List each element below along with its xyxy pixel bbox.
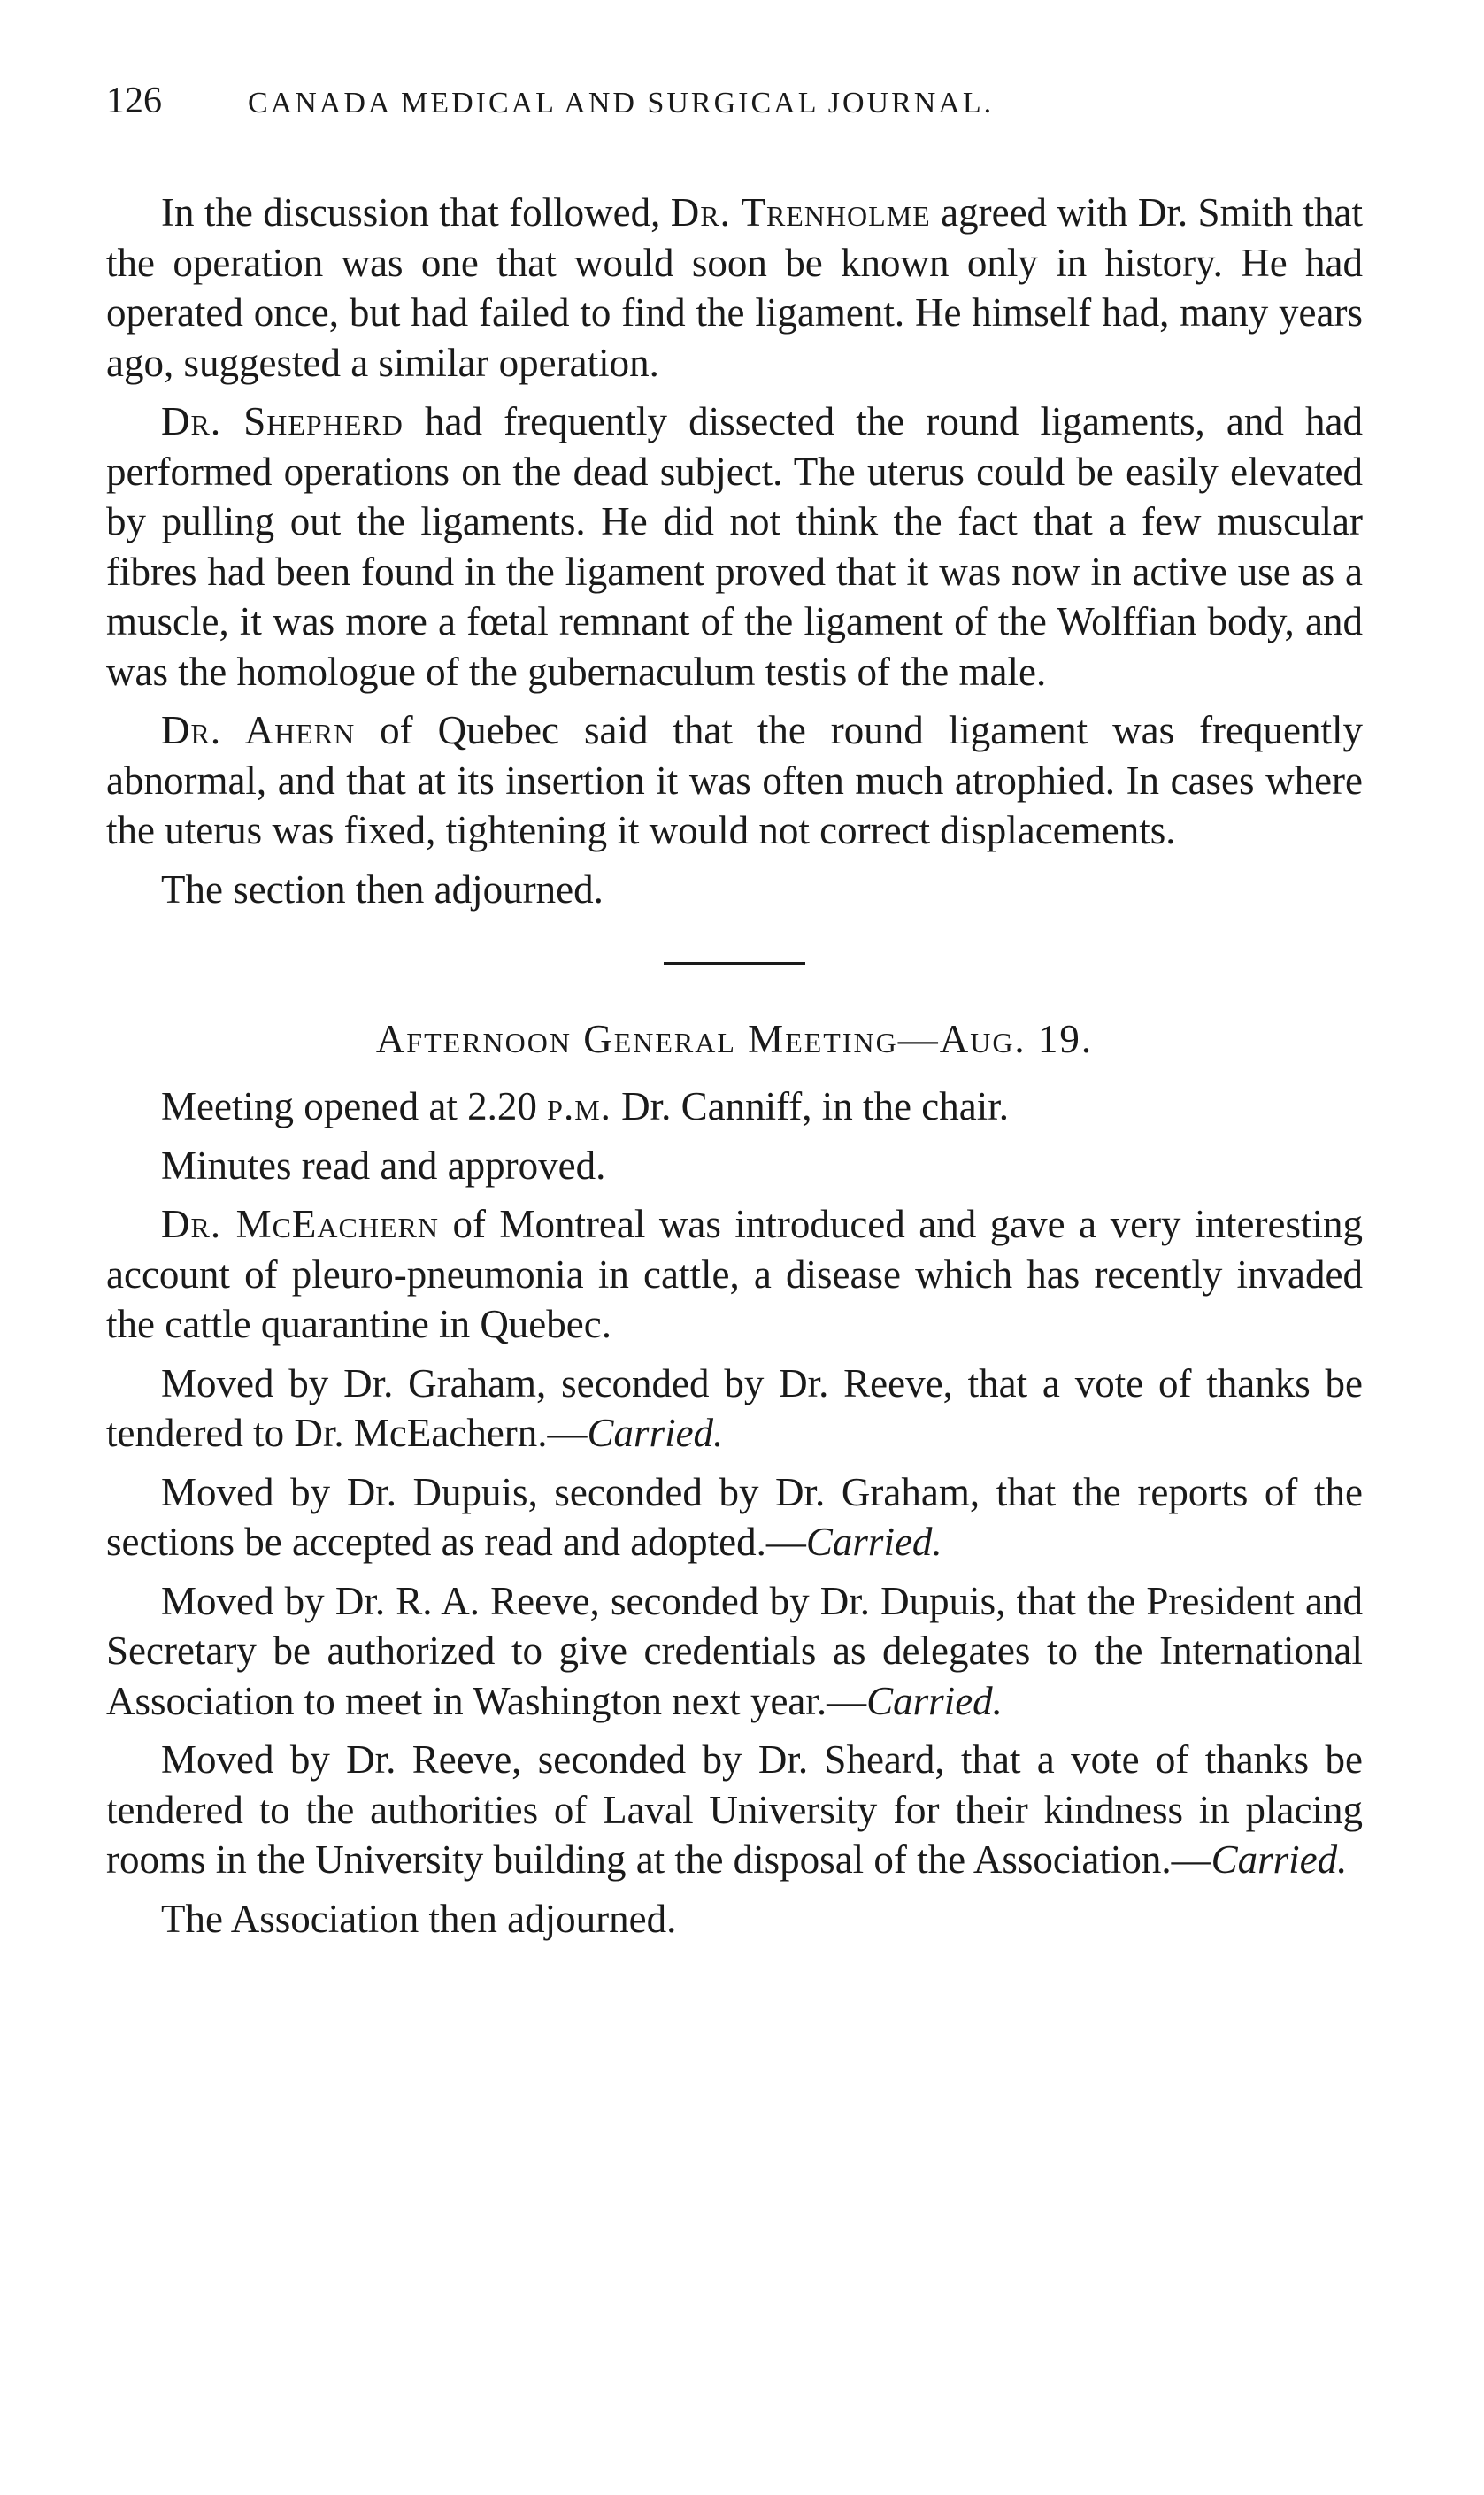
paragraph-text: Moved by Dr. Dupuis, seconded by Dr. Graham, that the reports of the sections be accepted as read and adopted.— xyxy=(106,1469,1363,1564)
journal-title: CANADA MEDICAL AND SURGICAL JOURNAL. xyxy=(248,87,995,119)
paragraph-text: agreed with Dr. Smith that the operation was one that would soon be known only in history. He had operated once, but had failed to find the ligament. He himself had, many years ago, suggested a similar operation. xyxy=(106,190,1363,385)
paragraph-text: Minutes read and approved. xyxy=(161,1143,606,1188)
paragraph-text: Dr. Canniff, in the chair. xyxy=(611,1084,1009,1128)
carried-label: Carried. xyxy=(866,1678,1003,1723)
journal-page xyxy=(106,80,1363,1952)
section-divider xyxy=(664,962,805,965)
paragraph-text: The section then adjourned. xyxy=(161,866,604,912)
paragraph-motion-laval xyxy=(106,1735,1363,1885)
paragraph-minutes xyxy=(106,1141,1363,1191)
paragraph-section-adjourned xyxy=(106,865,1363,915)
paragraph-text: Moved by Dr. Graham, seconded by Dr. Reeve, that a vote of thanks be tendered to Dr. McEachern.— xyxy=(106,1360,1363,1455)
paragraph-text: Meeting opened at 2.20 xyxy=(161,1084,548,1128)
paragraph-text: of Montreal was introduced and gave a very interesting account of pleuro-pneumonia in cattle, a disease which has recently invaded the cattle quarantine in Quebec. xyxy=(106,1202,1363,1346)
paragraph-text: The Association then adjourned. xyxy=(161,1896,677,1941)
paragraph-motion-reports xyxy=(106,1467,1363,1567)
running-head xyxy=(106,80,1363,133)
paragraph-text: had frequently dissected the round ligaments, and had performed operations on the dead subject. The uterus could be easily elevated by pulling out the ligaments. He did not think the fact that a few muscular fibres had been found in the ligament proved that it was now in active use as a muscle, it was more a fœtal remnant of the ligament of the Wolffian body, and was the homologue of the gubernaculum testis of the male. xyxy=(106,399,1363,694)
carried-label: Carried. xyxy=(805,1520,942,1564)
time-suffix: p.m. xyxy=(547,1084,611,1128)
paragraph-motion-thanks-mceachern xyxy=(106,1359,1363,1459)
paragraph-text: Moved by Dr. R. A. Reeve, seconded by Dr. Dupuis, that the President and Secretary be authorized to give credentials as delegates to the International Association to meet in Washington next year.— xyxy=(106,1578,1363,1723)
paragraph-text: of Quebec said that the round ligament was frequently abnormal, and that at its insertion it was often much atrophied. In cases where the uterus was fixed, tightening it would not correct displacements. xyxy=(106,708,1363,852)
paragraph-motion-credentials xyxy=(106,1576,1363,1727)
paragraph-ahern xyxy=(106,705,1363,856)
carried-label: Carried. xyxy=(587,1411,724,1455)
page-number: 126 xyxy=(106,81,162,121)
paragraph-association-adjourned xyxy=(106,1894,1363,1944)
paragraph-trenholme xyxy=(106,188,1363,388)
paragraph-meeting-opened xyxy=(106,1082,1363,1132)
speaker-name: Dr. Ahern xyxy=(161,708,356,752)
paragraph-text: In the discussion that followed, xyxy=(161,190,671,235)
paragraph-mceachern xyxy=(106,1199,1363,1350)
carried-label: Carried. xyxy=(1211,1837,1348,1882)
paragraph-text: Moved by Dr. Reeve, seconded by Dr. Sheard, that a vote of thanks be tendered to the authorities of Laval University for their kindness in placing rooms in the University building at the disposal of the Association.— xyxy=(106,1737,1363,1882)
speaker-name: Dr. Trenholme xyxy=(670,190,931,235)
speaker-name: Dr. McEachern xyxy=(161,1202,439,1246)
section-heading: Afternoon General Meeting—Aug. 19. xyxy=(375,1017,1094,1061)
speaker-name: Dr. Shepherd xyxy=(161,399,404,443)
paragraph-shepherd xyxy=(106,397,1363,697)
